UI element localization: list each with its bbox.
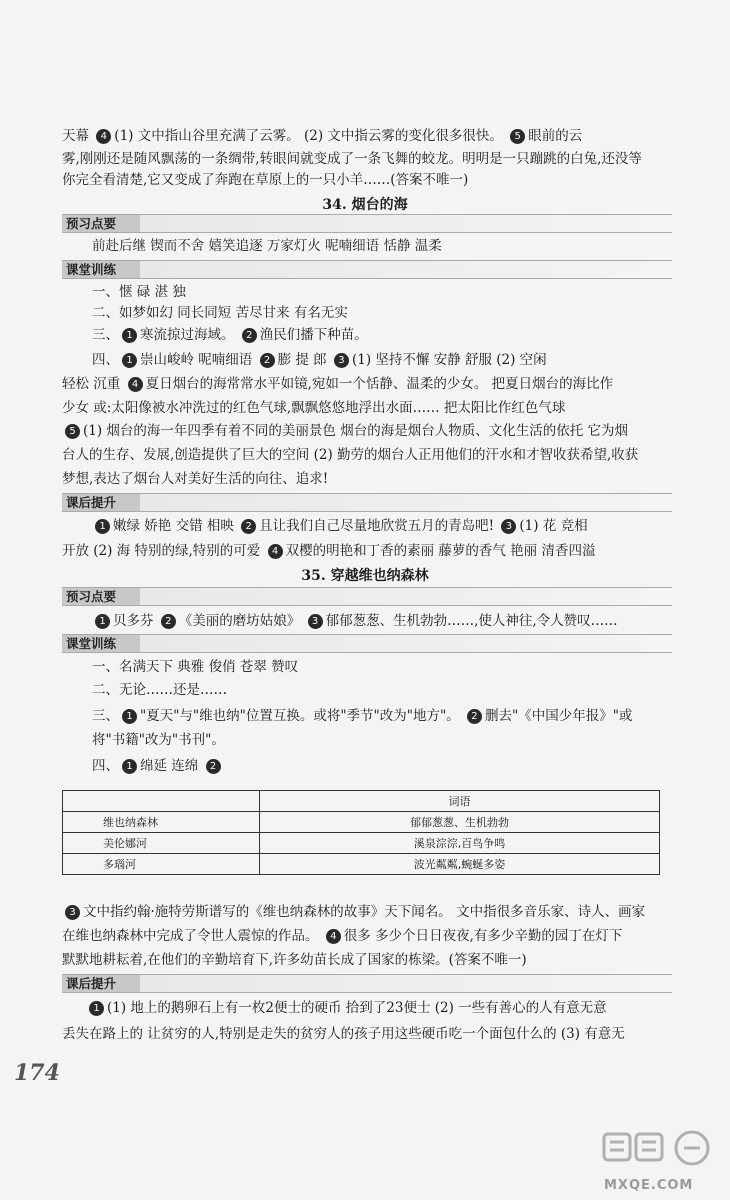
text-fragment: 崇山峻岭 呢喃细语 xyxy=(140,352,253,368)
circled-number: 4 xyxy=(268,544,283,559)
text-line: 一、惬 碌 湛 独 xyxy=(92,284,186,300)
text-fragment: 眼前的云 xyxy=(528,128,583,144)
text-fragment: 三、 xyxy=(92,708,119,724)
text-fragment: (1) 地上的鹅卵石上有一枚2便士的硬币 拾到了23便士 (2) 一些有善心的人有意无意 xyxy=(107,1000,607,1016)
circled-number: 5 xyxy=(65,424,80,439)
circled-number: 5 xyxy=(510,129,525,144)
text-line xyxy=(92,706,702,726)
text-line: 二、无论……还是…… xyxy=(92,682,227,698)
text-fragment: 四、 xyxy=(92,352,119,368)
table-cell: 郁郁葱葱、生机勃勃 xyxy=(260,812,660,833)
table-row xyxy=(63,854,660,875)
text-fragment: 嫩绿 娇艳 交错 相映 xyxy=(113,518,234,534)
text-fragment: (1) 坚持不懈 安静 舒服 (2) 空闲 xyxy=(351,352,547,368)
text-line: 二、如梦如幻 同长同短 苦尽甘来 有名无实 xyxy=(92,305,348,321)
table-row xyxy=(63,812,660,833)
text-line xyxy=(92,325,702,345)
table-cell: 溪泉淙淙,百鸟争鸣 xyxy=(260,833,660,854)
text-line: 一、名满天下 典雅 俊俏 苍翠 赞叹 xyxy=(92,659,299,675)
text-fragment: 文中指约翰·施特劳斯谱写的《维也纳森林的故事》天下闻名。 文中指很多音乐家、诗人、画家 xyxy=(83,904,646,920)
text-fragment: 且让我们自己尽量地欣赏五月的青岛吧! xyxy=(259,518,495,534)
text-fragment: 轻松 沉重 xyxy=(62,376,121,392)
text-line xyxy=(86,998,696,1018)
section-header: 预习点要 xyxy=(62,214,672,233)
text-line: 雾,刚刚还是随风飘荡的一条绸带,转眼间就变成了一条飞舞的蛟龙。明明是一只蹦跳的白兔,还没等 xyxy=(62,151,642,167)
circled-number: 1 xyxy=(122,709,137,724)
table-header-row xyxy=(63,791,660,812)
text-line: 台人的生存、发展,创造提供了巨大的空间 (2) 勤劳的烟台人正用他们的汗水和才智收获希望,收获 xyxy=(62,447,639,463)
text-line xyxy=(62,126,672,146)
circled-number: 4 xyxy=(326,929,341,944)
text-line: 默默地耕耘着,在他们的辛勤培育下,许多幼苗长成了国家的栋梁。(答案不唯一) xyxy=(62,952,527,968)
text-line: 你完全看清楚,它又变成了奔跑在草原上的一只小羊……(答案不唯一) xyxy=(62,172,469,188)
section-header: 课堂训练 xyxy=(62,634,672,653)
page-number: 174 xyxy=(14,1060,60,1086)
section-header: 预习点要 xyxy=(62,587,672,606)
circled-number: 1 xyxy=(122,353,137,368)
circled-number: 1 xyxy=(122,759,137,774)
circled-number: 4 xyxy=(128,377,143,392)
text-fragment: (1) 花 竞相 xyxy=(519,518,588,534)
vocabulary-table xyxy=(62,790,660,875)
text-fragment: 渔民们播下种苗。 xyxy=(259,327,368,343)
text-fragment: 郁郁葱葱、生机勃勃……,使人神往,令人赞叹…… xyxy=(325,613,618,629)
table-cell: 波光粼粼,蜿蜒多姿 xyxy=(260,854,660,875)
section-header: 课后提升 xyxy=(62,493,672,512)
text-fragment: 四、 xyxy=(92,758,119,774)
lesson-title: 34. 烟台的海 xyxy=(322,197,408,213)
text-line xyxy=(62,421,672,441)
text-line xyxy=(62,541,672,561)
circled-number: 4 xyxy=(96,129,111,144)
circled-number: 3 xyxy=(501,519,516,534)
text-line xyxy=(92,611,702,631)
text-fragment: 绵延 连绵 xyxy=(140,758,199,774)
table-cell: 美伦娜河 xyxy=(63,833,260,854)
text-fragment: 三、 xyxy=(92,327,119,343)
text-line xyxy=(62,902,672,922)
table-cell: 多瑙河 xyxy=(63,854,260,875)
circled-number: 2 xyxy=(242,328,257,343)
text-fragment: 很多 多少个日日夜夜,有多少辛勤的园丁在灯下 xyxy=(343,928,623,944)
text-fragment: 在维也纳森林中完成了令世人震惊的作品。 xyxy=(62,928,319,944)
lesson-title: 35. 穿越维也纳森林 xyxy=(301,568,429,584)
text-fragment: (1) 烟台的海一年四季有着不同的美丽景色 烟台的海是烟台人物质、文化生活的依托 它为烟 xyxy=(83,423,628,439)
circled-number: 1 xyxy=(95,614,110,629)
text-fragment: 膨 提 郎 xyxy=(277,352,327,368)
text-line xyxy=(92,516,702,536)
circled-number: 2 xyxy=(241,519,256,534)
circled-number: 3 xyxy=(308,614,323,629)
circled-number: 2 xyxy=(260,353,275,368)
circled-number: 2 xyxy=(467,709,482,724)
text-fragment: 天幕 xyxy=(62,128,89,144)
text-line: 将"书籍"改为"书刊"。 xyxy=(92,732,225,748)
text-line xyxy=(92,756,702,776)
circled-number: 1 xyxy=(122,328,137,343)
text-line: 少女 或:太阳像被水冲洗过的红色气球,飘飘悠悠地浮出水面…… 把太阳比作红色气球 xyxy=(62,400,566,416)
circled-number: 1 xyxy=(95,519,110,534)
text-fragment: 开放 (2) 海 特别的绿,特别的可爱 xyxy=(62,543,261,559)
text-line: 梦想,表达了烟台人对美好生活的向往、追求! xyxy=(62,471,329,487)
text-line xyxy=(62,374,672,394)
table-row xyxy=(63,833,660,854)
table-header-cell xyxy=(63,791,260,812)
watermark-text: MXQE.COM xyxy=(604,1178,694,1193)
text-line xyxy=(92,350,702,370)
text-fragment: 双樱的明艳和丁香的素丽 藤萝的香气 艳丽 清香四溢 xyxy=(285,543,596,559)
section-header: 课堂训练 xyxy=(62,260,672,279)
circled-number: 1 xyxy=(89,1001,104,1016)
circled-number: 3 xyxy=(334,353,349,368)
circled-number: 2 xyxy=(206,759,221,774)
section-header: 课后提升 xyxy=(62,974,672,993)
text-fragment: (1) 文中指山谷里充满了云雾。 (2) 文中指云雾的变化很多很快。 xyxy=(114,128,503,144)
text-fragment: 贝多芬 xyxy=(113,613,154,629)
text-line xyxy=(62,926,672,946)
text-fragment: 寒流掠过海域。 xyxy=(140,327,235,343)
text-fragment: 夏日烟台的海常常水平如镜,宛如一个恬静、温柔的少女。 把夏日烟台的海比作 xyxy=(145,376,614,392)
text-fragment: 删去"《中国少年报》"或 xyxy=(484,708,633,724)
text-fragment: 《美丽的磨坊姑娘》 xyxy=(178,613,301,629)
table-header-cell: 词语 xyxy=(260,791,660,812)
table-cell: 维也纳森林 xyxy=(63,812,260,833)
circled-number: 3 xyxy=(65,905,80,920)
text-line: 前赴后继 锲而不舍 嬉笑追逐 万家灯火 呢喃细语 恬静 温柔 xyxy=(92,238,442,254)
circled-number: 2 xyxy=(161,614,176,629)
text-fragment: "夏天"与"维也纳"位置互换。或将"季节"改为"地方"。 xyxy=(140,708,460,724)
text-line: 丢失在路上的 让贫穷的人,特别是走失的贫穷人的孩子用这些硬币吃一个面包什么的 (3) 有意无 xyxy=(62,1026,625,1042)
